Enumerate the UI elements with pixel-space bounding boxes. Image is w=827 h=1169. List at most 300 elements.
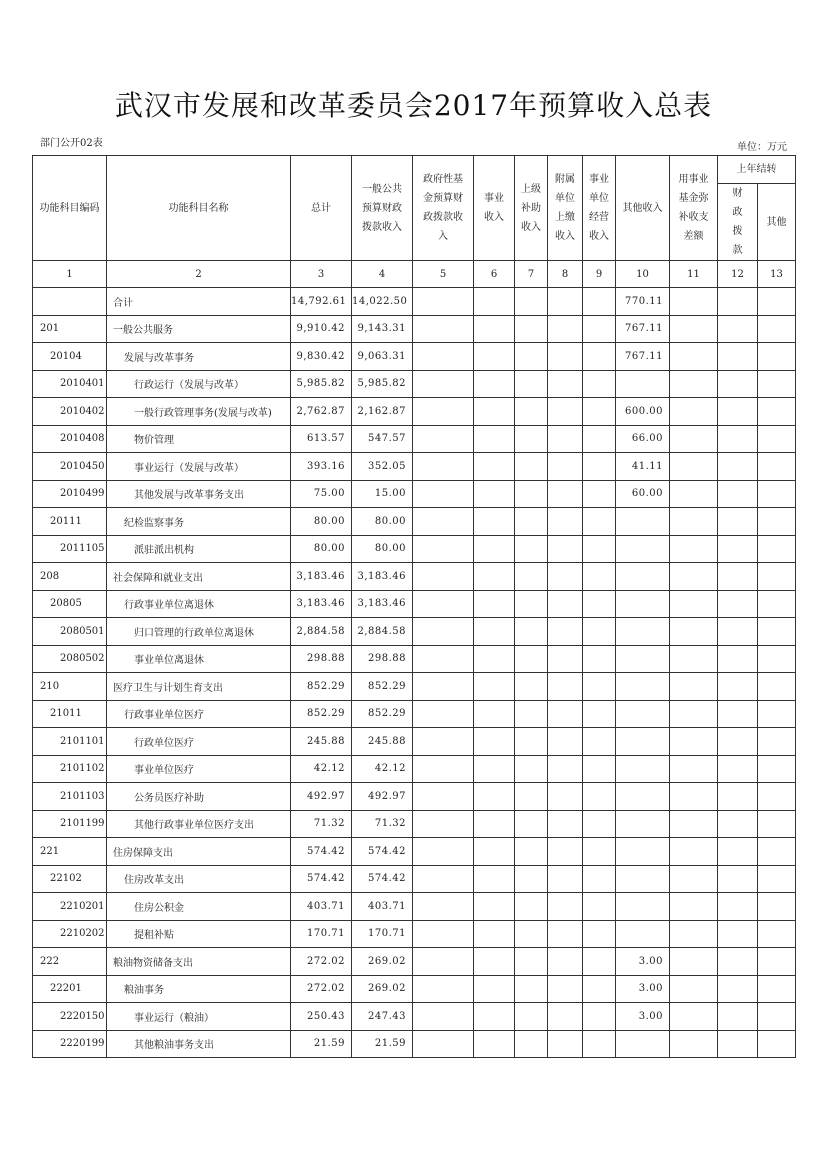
row-gov-fund [413, 343, 474, 371]
table-row [33, 343, 796, 371]
row-name: 医疗卫生与计划生育支出 [107, 673, 291, 701]
row-affiliated-payment [548, 315, 583, 343]
row-fund-make-up [670, 288, 718, 316]
row-carry-other [758, 398, 796, 426]
column-number: 12 [718, 261, 758, 288]
row-name: 粮油事务 [107, 975, 291, 1003]
table-row [33, 783, 796, 811]
row-superior-subsidy [515, 1003, 548, 1031]
row-code: 222 [33, 948, 107, 976]
row-carry-other [758, 480, 796, 508]
row-general-budget: 42.12 [352, 755, 413, 783]
row-affiliated-payment [548, 590, 583, 618]
row-general-budget: 574.42 [352, 865, 413, 893]
row-code: 2080502 [33, 645, 107, 673]
row-carry-other [758, 700, 796, 728]
row-operating-income [583, 1003, 616, 1031]
row-carry-fiscal [718, 645, 758, 673]
table-row [33, 1030, 796, 1058]
row-code: 2220199 [33, 1030, 107, 1058]
row-affiliated-payment [548, 425, 583, 453]
row-operating-income [583, 590, 616, 618]
row-code: 210 [33, 673, 107, 701]
row-general-budget: 298.88 [352, 645, 413, 673]
row-total: 613.57 [291, 425, 352, 453]
row-gov-fund [413, 453, 474, 481]
row-code: 22102 [33, 865, 107, 893]
row-business-income [474, 398, 515, 426]
row-code: 208 [33, 563, 107, 591]
row-gov-fund [413, 783, 474, 811]
row-name: 粮油物资储备支出 [107, 948, 291, 976]
row-carry-other [758, 535, 796, 563]
table-body [33, 288, 796, 1058]
row-operating-income [583, 425, 616, 453]
row-superior-subsidy [515, 865, 548, 893]
row-fund-make-up [670, 673, 718, 701]
row-fund-make-up [670, 645, 718, 673]
table-row [33, 563, 796, 591]
row-total: 9,910.42 [291, 315, 352, 343]
row-gov-fund [413, 1003, 474, 1031]
row-name: 公务员医疗补助 [107, 783, 291, 811]
table-row [33, 975, 796, 1003]
row-fund-make-up [670, 425, 718, 453]
row-other-income [616, 673, 670, 701]
row-superior-subsidy [515, 398, 548, 426]
row-affiliated-payment [548, 920, 583, 948]
row-gov-fund [413, 425, 474, 453]
row-code: 2010408 [33, 425, 107, 453]
row-total: 245.88 [291, 728, 352, 756]
row-general-budget: 170.71 [352, 920, 413, 948]
row-fund-make-up [670, 1030, 718, 1058]
row-operating-income [583, 618, 616, 646]
row-carry-fiscal [718, 975, 758, 1003]
table-number: 部门公开02表 [40, 138, 103, 149]
row-superior-subsidy [515, 1030, 548, 1058]
row-gov-fund [413, 838, 474, 866]
row-gov-fund [413, 1030, 474, 1058]
row-affiliated-payment [548, 1003, 583, 1031]
row-code: 2210202 [33, 920, 107, 948]
row-name: 提租补贴 [107, 920, 291, 948]
row-superior-subsidy [515, 700, 548, 728]
row-fund-make-up [670, 618, 718, 646]
row-total: 5,985.82 [291, 370, 352, 398]
row-carry-other [758, 453, 796, 481]
row-carry-fiscal [718, 370, 758, 398]
header-carry-fiscal: 财政拨款 [718, 184, 758, 261]
header-carry-over: 上年结转 [718, 156, 796, 184]
row-code: 20111 [33, 508, 107, 536]
row-affiliated-payment [548, 480, 583, 508]
row-general-budget: 547.57 [352, 425, 413, 453]
row-gov-fund [413, 700, 474, 728]
table-row [33, 673, 796, 701]
row-operating-income [583, 563, 616, 591]
row-affiliated-payment [548, 398, 583, 426]
row-operating-income [583, 920, 616, 948]
row-fund-make-up [670, 508, 718, 536]
row-total: 574.42 [291, 865, 352, 893]
row-gov-fund [413, 645, 474, 673]
row-other-income [616, 893, 670, 921]
row-total: 75.00 [291, 480, 352, 508]
row-affiliated-payment [548, 1030, 583, 1058]
row-superior-subsidy [515, 563, 548, 591]
row-general-budget: 3,183.46 [352, 590, 413, 618]
row-carry-other [758, 728, 796, 756]
table-row [33, 755, 796, 783]
row-business-income [474, 673, 515, 701]
header-operating-income: 事业单位经营收入 [583, 156, 616, 261]
row-business-income [474, 370, 515, 398]
row-total: 393.16 [291, 453, 352, 481]
row-carry-fiscal [718, 783, 758, 811]
row-code: 20805 [33, 590, 107, 618]
row-business-income [474, 948, 515, 976]
row-fund-make-up [670, 975, 718, 1003]
row-gov-fund [413, 590, 474, 618]
row-carry-other [758, 893, 796, 921]
row-business-income [474, 865, 515, 893]
table-header [33, 156, 796, 288]
row-total: 80.00 [291, 535, 352, 563]
row-fund-make-up [670, 948, 718, 976]
row-code: 2101103 [33, 783, 107, 811]
row-affiliated-payment [548, 893, 583, 921]
row-other-income [616, 783, 670, 811]
row-total: 9,830.42 [291, 343, 352, 371]
row-total: 272.02 [291, 948, 352, 976]
row-carry-fiscal [718, 480, 758, 508]
row-business-income [474, 425, 515, 453]
row-fund-make-up [670, 563, 718, 591]
row-name: 行政运行（发展与改革） [107, 370, 291, 398]
row-gov-fund [413, 563, 474, 591]
row-code: 2101101 [33, 728, 107, 756]
row-operating-income [583, 728, 616, 756]
header-fund-make-up: 用事业基金弥补收支差额 [670, 156, 718, 261]
row-name: 派驻派出机构 [107, 535, 291, 563]
row-superior-subsidy [515, 645, 548, 673]
row-carry-other [758, 508, 796, 536]
row-name: 一般公共服务 [107, 315, 291, 343]
row-business-income [474, 288, 515, 316]
row-other-income [616, 755, 670, 783]
row-other-income: 66.00 [616, 425, 670, 453]
row-other-income [616, 563, 670, 591]
row-carry-fiscal [718, 920, 758, 948]
row-carry-fiscal [718, 590, 758, 618]
column-number: 6 [474, 261, 515, 288]
row-fund-make-up [670, 480, 718, 508]
row-business-income [474, 810, 515, 838]
column-number-row [33, 261, 796, 288]
row-affiliated-payment [548, 645, 583, 673]
row-other-income [616, 618, 670, 646]
row-gov-fund [413, 370, 474, 398]
row-other-income [616, 535, 670, 563]
row-name: 事业单位医疗 [107, 755, 291, 783]
row-affiliated-payment [548, 370, 583, 398]
table-row [33, 645, 796, 673]
row-name: 发展与改革事务 [107, 343, 291, 371]
row-business-income [474, 645, 515, 673]
row-other-income: 767.11 [616, 343, 670, 371]
row-carry-other [758, 618, 796, 646]
row-affiliated-payment [548, 783, 583, 811]
table-row [33, 288, 796, 316]
row-superior-subsidy [515, 618, 548, 646]
column-number: 4 [352, 261, 413, 288]
row-operating-income [583, 810, 616, 838]
row-operating-income [583, 673, 616, 701]
row-other-income: 767.11 [616, 315, 670, 343]
column-number: 1 [33, 261, 107, 288]
row-business-income [474, 920, 515, 948]
row-gov-fund [413, 893, 474, 921]
row-operating-income [583, 700, 616, 728]
row-gov-fund [413, 920, 474, 948]
header-carry-other: 其他 [758, 184, 796, 261]
row-name: 住房保障支出 [107, 838, 291, 866]
row-total: 80.00 [291, 508, 352, 536]
row-carry-fiscal [718, 453, 758, 481]
row-other-income [616, 865, 670, 893]
row-general-budget: 5,985.82 [352, 370, 413, 398]
row-fund-make-up [670, 838, 718, 866]
row-fund-make-up [670, 728, 718, 756]
header-total: 总计 [291, 156, 352, 261]
row-superior-subsidy [515, 810, 548, 838]
row-carry-other [758, 920, 796, 948]
row-superior-subsidy [515, 508, 548, 536]
column-number: 7 [515, 261, 548, 288]
row-name: 事业单位离退休 [107, 645, 291, 673]
row-other-income [616, 700, 670, 728]
row-total: 71.32 [291, 810, 352, 838]
row-affiliated-payment [548, 810, 583, 838]
row-gov-fund [413, 975, 474, 1003]
row-carry-other [758, 673, 796, 701]
page-title: 武汉市发展和改革委员会2017年预算收入总表 [114, 89, 713, 122]
header-other-income: 其他收入 [616, 156, 670, 261]
row-fund-make-up [670, 755, 718, 783]
row-business-income [474, 343, 515, 371]
header-gov-fund: 政府性基金预算财政拨款收入 [413, 156, 474, 261]
row-total: 403.71 [291, 893, 352, 921]
row-total: 574.42 [291, 838, 352, 866]
row-carry-fiscal [718, 673, 758, 701]
row-code: 21011 [33, 700, 107, 728]
row-carry-other [758, 755, 796, 783]
row-business-income [474, 618, 515, 646]
row-affiliated-payment [548, 453, 583, 481]
row-code: 2220150 [33, 1003, 107, 1031]
table-row [33, 590, 796, 618]
row-other-income: 41.11 [616, 453, 670, 481]
row-gov-fund [413, 755, 474, 783]
row-other-income [616, 728, 670, 756]
row-gov-fund [413, 535, 474, 563]
table-row [33, 700, 796, 728]
row-fund-make-up [670, 810, 718, 838]
row-gov-fund [413, 728, 474, 756]
row-operating-income [583, 398, 616, 426]
row-business-income [474, 315, 515, 343]
row-operating-income [583, 645, 616, 673]
row-operating-income [583, 508, 616, 536]
row-business-income [474, 563, 515, 591]
row-business-income [474, 700, 515, 728]
row-code: 22201 [33, 975, 107, 1003]
row-name: 住房改革支出 [107, 865, 291, 893]
row-code: 2010401 [33, 370, 107, 398]
row-carry-fiscal [718, 700, 758, 728]
row-affiliated-payment [548, 948, 583, 976]
row-other-income: 600.00 [616, 398, 670, 426]
row-gov-fund [413, 480, 474, 508]
row-carry-other [758, 1003, 796, 1031]
row-total: 2,762.87 [291, 398, 352, 426]
row-carry-fiscal [718, 948, 758, 976]
table-row [33, 920, 796, 948]
row-other-income [616, 838, 670, 866]
row-carry-other [758, 590, 796, 618]
row-code: 20104 [33, 343, 107, 371]
row-general-budget: 3,183.46 [352, 563, 413, 591]
row-superior-subsidy [515, 948, 548, 976]
table-row [33, 480, 796, 508]
column-number: 13 [758, 261, 796, 288]
row-operating-income [583, 948, 616, 976]
header-superior-subsidy: 上级补助收入 [515, 156, 548, 261]
row-operating-income [583, 370, 616, 398]
table-row [33, 370, 796, 398]
row-gov-fund [413, 673, 474, 701]
row-other-income [616, 370, 670, 398]
row-name: 住房公积金 [107, 893, 291, 921]
row-general-budget: 71.32 [352, 810, 413, 838]
row-carry-other [758, 948, 796, 976]
header-code: 功能科目编码 [33, 156, 107, 261]
row-total: 852.29 [291, 700, 352, 728]
row-carry-other [758, 315, 796, 343]
row-superior-subsidy [515, 315, 548, 343]
row-total: 170.71 [291, 920, 352, 948]
row-other-income [616, 1030, 670, 1058]
row-carry-other [758, 645, 796, 673]
row-total: 298.88 [291, 645, 352, 673]
row-business-income [474, 783, 515, 811]
row-name: 纪检监察事务 [107, 508, 291, 536]
row-gov-fund [413, 865, 474, 893]
row-business-income [474, 838, 515, 866]
row-business-income [474, 535, 515, 563]
row-general-budget: 21.59 [352, 1030, 413, 1058]
column-number: 5 [413, 261, 474, 288]
row-superior-subsidy [515, 370, 548, 398]
row-carry-other [758, 975, 796, 1003]
row-name: 行政事业单位离退休 [107, 590, 291, 618]
header-business-income: 事业收入 [474, 156, 515, 261]
row-business-income [474, 480, 515, 508]
row-general-budget: 245.88 [352, 728, 413, 756]
row-carry-fiscal [718, 398, 758, 426]
row-fund-make-up [670, 343, 718, 371]
table-row [33, 865, 796, 893]
row-total: 3,183.46 [291, 590, 352, 618]
row-operating-income [583, 755, 616, 783]
table-row [33, 425, 796, 453]
row-carry-other [758, 865, 796, 893]
row-fund-make-up [670, 920, 718, 948]
row-superior-subsidy [515, 975, 548, 1003]
row-name: 事业运行（发展与改革） [107, 453, 291, 481]
row-other-income: 3.00 [616, 975, 670, 1003]
row-operating-income [583, 535, 616, 563]
row-total: 21.59 [291, 1030, 352, 1058]
row-operating-income [583, 893, 616, 921]
column-number: 9 [583, 261, 616, 288]
row-general-budget: 574.42 [352, 838, 413, 866]
row-business-income [474, 453, 515, 481]
row-code: 2011105 [33, 535, 107, 563]
row-superior-subsidy [515, 728, 548, 756]
row-total: 14,792.61 [291, 288, 352, 316]
row-name: 行政单位医疗 [107, 728, 291, 756]
row-code: 2010402 [33, 398, 107, 426]
row-affiliated-payment [548, 508, 583, 536]
row-gov-fund [413, 288, 474, 316]
row-superior-subsidy [515, 673, 548, 701]
row-carry-other [758, 810, 796, 838]
row-affiliated-payment [548, 755, 583, 783]
row-operating-income [583, 1030, 616, 1058]
row-name: 行政事业单位医疗 [107, 700, 291, 728]
row-code [33, 288, 107, 316]
row-general-budget: 2,884.58 [352, 618, 413, 646]
row-general-budget: 247.43 [352, 1003, 413, 1031]
row-name: 其他发展与改革事务支出 [107, 480, 291, 508]
row-carry-fiscal [718, 865, 758, 893]
row-business-income [474, 508, 515, 536]
row-carry-fiscal [718, 755, 758, 783]
budget-income-table [32, 155, 796, 1058]
row-operating-income [583, 865, 616, 893]
row-fund-make-up [670, 590, 718, 618]
row-business-income [474, 590, 515, 618]
row-total: 3,183.46 [291, 563, 352, 591]
row-other-income [616, 508, 670, 536]
row-operating-income [583, 480, 616, 508]
row-name: 合计 [107, 288, 291, 316]
row-superior-subsidy [515, 755, 548, 783]
row-carry-fiscal [718, 838, 758, 866]
row-gov-fund [413, 315, 474, 343]
row-superior-subsidy [515, 783, 548, 811]
row-name: 事业运行（粮油） [107, 1003, 291, 1031]
row-other-income [616, 645, 670, 673]
row-general-budget: 492.97 [352, 783, 413, 811]
row-operating-income [583, 783, 616, 811]
row-general-budget: 80.00 [352, 508, 413, 536]
row-operating-income [583, 975, 616, 1003]
header-affiliated-payment: 附属单位上缴收入 [548, 156, 583, 261]
row-affiliated-payment [548, 288, 583, 316]
